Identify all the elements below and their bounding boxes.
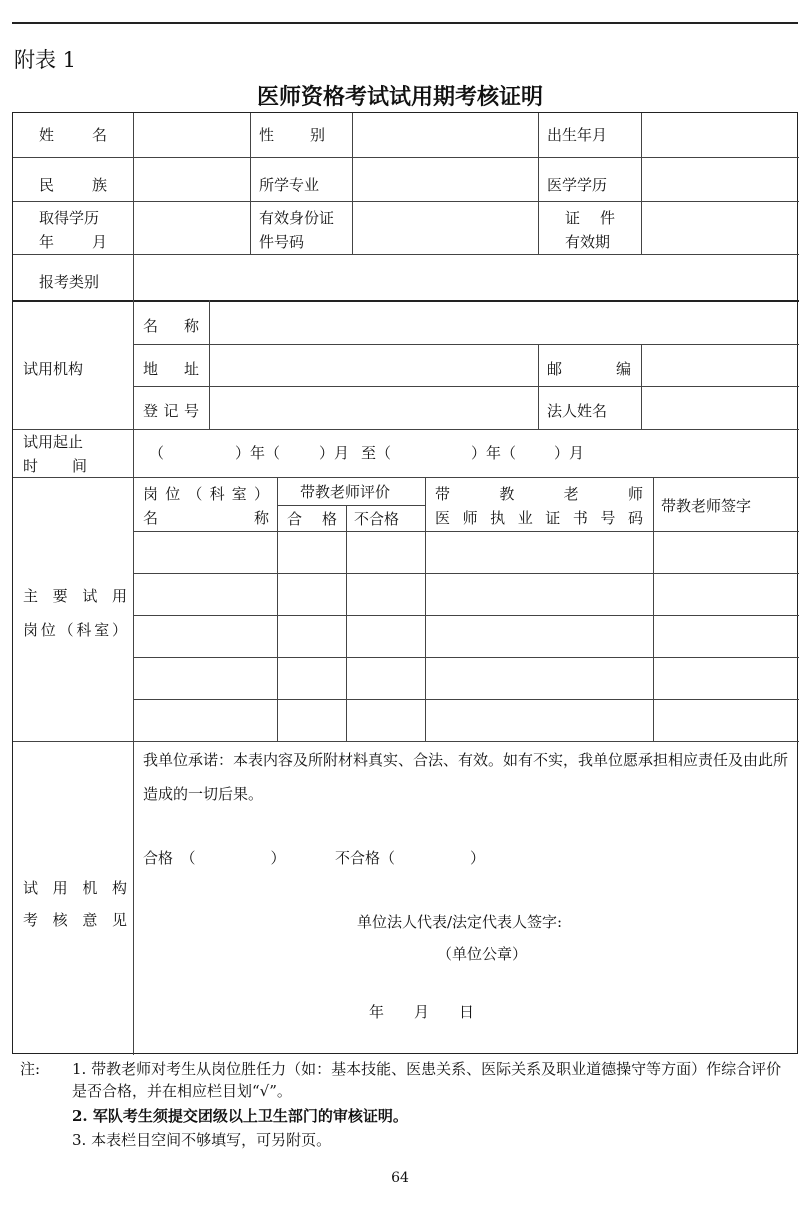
col-line (641, 344, 642, 429)
period-paren: （ (149, 444, 165, 462)
label-birth: 出生年月 (547, 126, 608, 144)
page-number: 64 (391, 1170, 409, 1186)
pledge-text: 我单位承诺：本表内容及所附材料真实、合法、有效。如有不实，我单位愿承担相应责任及由此所造成的一切后果。 (143, 751, 789, 803)
row-line (133, 699, 799, 700)
label-inst-postcode: 邮编 (547, 360, 631, 378)
period-year-2: ）年（ (471, 444, 517, 462)
label-exam-type: 报考类别 (39, 273, 100, 291)
row-line (13, 157, 799, 158)
label-inst-legal-person: 法人姓名 (547, 402, 608, 420)
label-period-1: 试用起止 (23, 433, 84, 451)
note-item-1: 1. 带教老师对考生从岗位胜任力（如：基本技能、医患关系、医际关系及职业道德操守等方面）作综合评价是否合格，并在相应栏目划“√”。 (72, 1060, 782, 1100)
label-name: 姓名 (39, 126, 107, 144)
label-ethnicity: 民族 (39, 176, 107, 194)
row-line (133, 573, 799, 574)
col-line (538, 113, 539, 254)
label-degree: 医学学历 (547, 176, 608, 194)
row-line (13, 429, 799, 430)
period-month-1: ）月 (319, 444, 350, 462)
assess-fail: 不合格（ ） (335, 849, 486, 867)
col-line (277, 477, 278, 741)
row-line (133, 657, 799, 658)
row-line (13, 741, 799, 742)
seal-label: （单位公章） (437, 945, 528, 963)
row-line (133, 615, 799, 616)
form-title: 医师资格考试试用期考核证明 (256, 85, 543, 110)
label-posts-1: 主要试用 (23, 587, 127, 605)
col-pass: 合格 (287, 510, 337, 528)
col-post-2: 名称 (143, 509, 269, 527)
col-line (133, 113, 134, 1055)
label-cert-valid-2: 有效期 (565, 233, 611, 251)
label-inst-name: 名称 (143, 317, 199, 335)
signature-line: 单位法人代表/法定代表人签字: (357, 913, 563, 931)
col-fail: 不合格 (354, 510, 400, 528)
assessment-form-table (12, 112, 798, 1054)
period-to: 至（ (361, 444, 392, 462)
assess-date: 年 月 日 (369, 1003, 475, 1021)
label-major: 所学专业 (259, 176, 320, 194)
row-line (133, 531, 799, 532)
label-period-2: 时间 (23, 457, 87, 475)
label-posts-2: 岗位（科室） (23, 621, 127, 639)
col-line (653, 477, 654, 741)
col-post-1: 岗位（科室） (143, 485, 269, 503)
notes-prefix: 注: (20, 1060, 41, 1078)
label-institution: 试用机构 (23, 360, 84, 378)
label-gender: 性别 (259, 126, 325, 144)
period-year-1: ）年（ (235, 444, 281, 462)
note-item-3: 3. 本表栏目空间不够填写，可另附页。 (72, 1131, 332, 1149)
section-rule (13, 300, 799, 302)
col-line (346, 505, 347, 741)
row-line (133, 386, 799, 387)
assess-pass: 合格 （ ） (143, 849, 286, 867)
col-line (250, 113, 251, 254)
col-cert-1: 带教老师 (435, 485, 643, 503)
col-line (425, 477, 426, 741)
row-line (133, 344, 799, 345)
row-line (13, 254, 799, 255)
label-assess-1: 试用机构 (23, 879, 127, 897)
label-id-no-1: 有效身份证 (259, 209, 335, 227)
label-id-no-2: 件号码 (259, 233, 305, 251)
label-inst-reg-no: 登记号 (143, 402, 199, 420)
label-inst-address: 地址 (143, 360, 199, 378)
row-line (13, 477, 799, 478)
col-line (538, 344, 539, 429)
attachment-label: 附表 1 (14, 48, 77, 72)
col-line (209, 300, 210, 429)
note-item-2: 2. 军队考生须提交团级以上卫生部门的审核证明。 (72, 1107, 408, 1125)
col-eval: 带教老师评价 (300, 483, 391, 501)
col-sign: 带教老师签字 (661, 497, 752, 515)
col-line (352, 113, 353, 254)
col-cert-2: 医师执业证书号码 (435, 509, 643, 527)
label-assess-2: 考核意见 (23, 911, 127, 929)
row-line (13, 201, 799, 202)
col-line (641, 113, 642, 254)
period-month-2: ）月 (554, 444, 585, 462)
label-cert-valid-1: 证件 (565, 209, 615, 227)
top-rule (12, 22, 798, 24)
label-edu-date-2: 年月 (39, 233, 107, 251)
label-edu-date-1: 取得学历 (39, 209, 100, 227)
